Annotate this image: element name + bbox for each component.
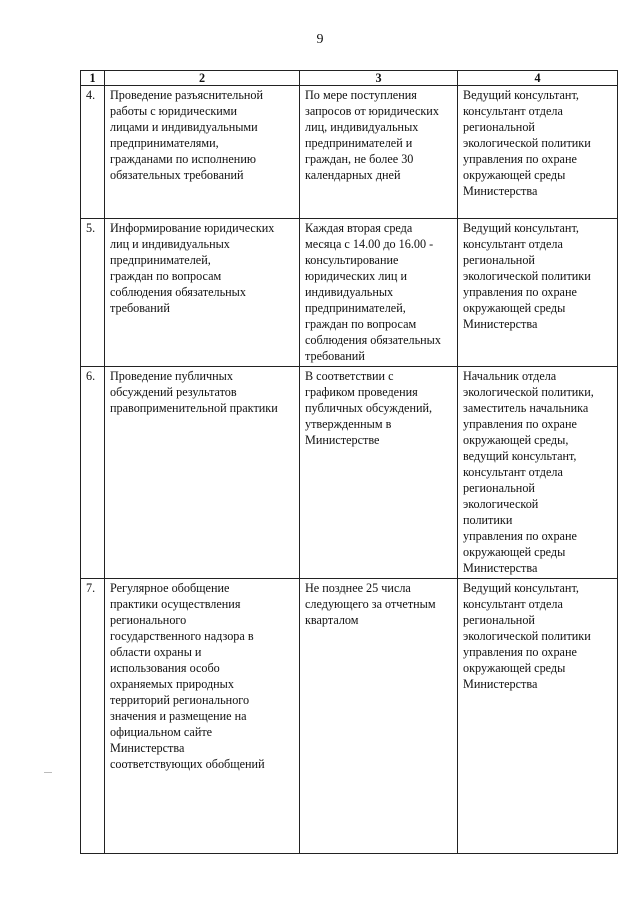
cell-text-line: заместитель начальника <box>463 401 589 415</box>
cell-text-line: месяца с 14.00 до 16.00 - <box>305 237 434 251</box>
cell-text-line: регионального <box>110 613 187 627</box>
cell-text-line: экологической политики, <box>463 385 594 399</box>
cell-text-line: экологической политики <box>463 629 591 643</box>
cell-text-line: лиц, индивидуальных <box>305 120 419 134</box>
cell-text-line: календарных дней <box>305 168 401 182</box>
cell-text-line: граждан по вопросам <box>305 317 417 331</box>
cell-col3 <box>300 367 458 579</box>
row-number: 5. <box>81 219 105 367</box>
cell-col3 <box>300 579 458 854</box>
scan-artifact <box>44 772 52 773</box>
cell-text-line: предпринимателей, <box>305 301 406 315</box>
cell-text-line: консультант отдела <box>463 597 563 611</box>
cell-text-line: экологической политики <box>463 269 591 283</box>
cell-text-line: политики <box>463 513 513 527</box>
header-cell: 1 <box>81 71 105 86</box>
cell-col4 <box>458 367 618 579</box>
cell-text-line: индивидуальных <box>305 285 394 299</box>
cell-text-line: Министерства <box>463 317 538 331</box>
table-row <box>81 367 618 579</box>
header-cell: 4 <box>458 71 618 86</box>
cell-text-line: управления по охране <box>463 529 577 543</box>
row-number: 4. <box>81 86 105 219</box>
cell-text-line: Информирование юридических <box>110 221 275 235</box>
cell-col3 <box>300 219 458 367</box>
cell-text-line: Ведущий консультант, <box>463 88 579 102</box>
cell-text-line: практики осуществления <box>110 597 241 611</box>
cell-text-line: В соответствии с <box>305 369 394 383</box>
table-header-row <box>81 71 618 86</box>
cell-col4 <box>458 219 618 367</box>
cell-text-line: обсуждений результатов <box>110 385 237 399</box>
cell-text-line: консультант отдела <box>463 465 563 479</box>
cell-text-line: Не позднее 25 числа <box>305 581 411 595</box>
cell-text-line: требований <box>110 301 170 315</box>
cell-text-line: управления по охране <box>463 285 577 299</box>
cell-text-line: Проведение разъяснительной <box>110 88 264 102</box>
cell-text-line: окружающей среды <box>463 168 566 182</box>
cell-text-line: Начальник отдела <box>463 369 557 383</box>
cell-text-line: лицами и индивидуальными <box>110 120 258 134</box>
cell-text-line: региональной <box>463 120 535 134</box>
cell-text-line: территорий регионального <box>110 693 250 707</box>
cell-text-line: работы с юридическими <box>110 104 238 118</box>
cell-col2 <box>105 219 300 367</box>
cell-col2 <box>105 579 300 854</box>
cell-text-line: региональной <box>463 253 535 267</box>
cell-text-line: граждан по вопросам <box>110 269 222 283</box>
cell-text-line: экологической политики <box>463 136 591 150</box>
cell-col4 <box>458 579 618 854</box>
cell-text-line: гражданами по исполнению <box>110 152 256 166</box>
cell-text-line: Ведущий консультант, <box>463 581 579 595</box>
cell-text-line: Министерства <box>463 184 538 198</box>
cell-col4 <box>458 86 618 219</box>
cell-text-line: консультант отдела <box>463 237 563 251</box>
cell-text-line: предпринимателей и <box>305 136 413 150</box>
cell-text-line: региональной <box>463 613 535 627</box>
cell-text-line: использования особо <box>110 661 220 675</box>
cell-text-line: юридических лиц и <box>305 269 407 283</box>
cell-text-line: утвержденным в <box>305 417 392 431</box>
cell-text-line: управления по охране <box>463 152 577 166</box>
cell-text-line: консультирование <box>305 253 399 267</box>
cell-text-line: значения и размещение на <box>110 709 247 723</box>
cell-text-line: запросов от юридических <box>305 104 439 118</box>
cell-text-line: Ведущий консультант, <box>463 221 579 235</box>
cell-text-line: предпринимателями, <box>110 136 219 150</box>
cell-text-line: Каждая вторая среда <box>305 221 413 235</box>
table-row <box>81 579 618 854</box>
cell-text-line: следующего за отчетным <box>305 597 436 611</box>
cell-text-line: Министерства <box>463 677 538 691</box>
row-number: 6. <box>81 367 105 579</box>
page-number: 9 <box>316 32 324 47</box>
cell-text-line: соблюдения обязательных <box>305 333 441 347</box>
cell-text-line: По мере поступления <box>305 88 417 102</box>
cell-text-line: Регулярное обобщение <box>110 581 230 595</box>
cell-text-line: окружающей среды, <box>463 433 569 447</box>
cell-text-line: окружающей среды <box>463 301 566 315</box>
cell-text-line: графиком проведения <box>305 385 418 399</box>
cell-text-line: Министерства <box>110 741 185 755</box>
cell-text-line: кварталом <box>305 613 359 627</box>
header-cell: 3 <box>300 71 458 86</box>
cell-text-line: ведущий консультант, <box>463 449 577 463</box>
cell-text-line: Проведение публичных <box>110 369 233 383</box>
cell-text-line: окружающей среды <box>463 545 566 559</box>
cell-text-line: требований <box>305 349 365 363</box>
cell-text-line: официальном сайте <box>110 725 213 739</box>
cell-text-line: соблюдения обязательных <box>110 285 246 299</box>
cell-text-line: лиц и индивидуальных <box>110 237 230 251</box>
row-number: 7. <box>81 579 105 854</box>
table-row <box>81 86 618 219</box>
cell-text-line: окружающей среды <box>463 661 566 675</box>
cell-text-line: соответствующих обобщений <box>110 757 265 771</box>
cell-col2 <box>105 86 300 219</box>
cell-text-line: правоприменительной практики <box>110 401 278 415</box>
cell-text-line: Министерства <box>463 561 538 575</box>
cell-text-line: региональной <box>463 481 535 495</box>
cell-text-line: Министерстве <box>305 433 380 447</box>
header-cell: 2 <box>105 71 300 86</box>
cell-text-line: обязательных требований <box>110 168 244 182</box>
cell-text-line: граждан, не более 30 <box>305 152 414 166</box>
cell-text-line: публичных обсуждений, <box>305 401 433 415</box>
cell-col2 <box>105 367 300 579</box>
measures-table <box>80 70 618 854</box>
table-row <box>81 219 618 367</box>
cell-text-line: управления по охране <box>463 417 577 431</box>
cell-text-line: охраняемых природных <box>110 677 234 691</box>
cell-text-line: экологической <box>463 497 539 511</box>
cell-text-line: консультант отдела <box>463 104 563 118</box>
cell-col3 <box>300 86 458 219</box>
cell-text-line: государственного надзора в <box>110 629 254 643</box>
cell-text-line: предпринимателей, <box>110 253 211 267</box>
cell-text-line: управления по охране <box>463 645 577 659</box>
cell-text-line: области охраны и <box>110 645 202 659</box>
